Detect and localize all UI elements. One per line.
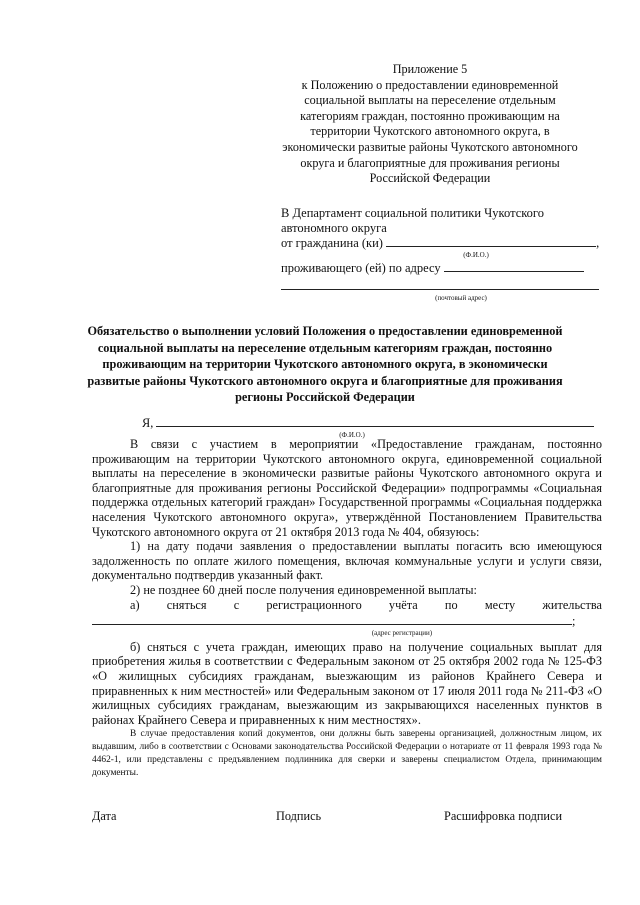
address-field-2[interactable] xyxy=(281,279,599,290)
fio-field[interactable] xyxy=(156,416,594,427)
recipient-line: В Департамент социальной политики Чукотского xyxy=(281,206,544,220)
residing-label: проживающего (ей) по адресу xyxy=(281,261,441,275)
appendix-line: округа и благоприятные для проживания регионы xyxy=(300,155,560,170)
appendix-line: экономически развитые районы Чукотского автономного xyxy=(282,139,578,154)
signature-decode-label: Расшифровка подписи xyxy=(444,809,563,823)
appendix-line: территории Чукотского автономного округа, в xyxy=(310,124,550,139)
signature-label: Подпись xyxy=(276,809,322,823)
fio-hint: (Ф.И.О.) xyxy=(339,430,365,439)
item-2b: б) сняться с учета граждан, имеющих право на получение социальных выплат для приобретения жилья в соответствии с Федеральным законом от 25 октября 2002 года № 125-ФЗ «О жилищных субсидиях гражданам, выезжающим из районов Крайнего Севера и приравненных к ним местностей» или Федеральным законом от 17 июля 2011 года № 211-ФЗ «О жилищных субсидиях гражданам, выезжающим из закрывающихся населенных пунктов в районах Крайнего Севера и приравненных к ним местностях». xyxy=(92,639,602,727)
intro-paragraph: В связи с участием в мероприятии «Предоставление гражданам, постоянно проживающим на территории Чукотского автономного округа, единовременной социальной выплаты на переселение в экономически развитые районы Чукотского автономного округа и благоприятные для проживания регионы Российской Федерации» подпрограммы «Социальная поддержка отдельных категорий граждан» Государственной программы «Социальная поддержка населения Чукотского автономного округа», утверждённой Постановлением Правительства Чукотского автономного округа от 21 октября 2013 года № 404, обязуюсь: xyxy=(92,437,602,539)
registration-hint: (адрес регистрации) xyxy=(371,628,433,637)
recipient-line: автономного округа xyxy=(281,221,387,235)
appendix-line: Приложение 5 xyxy=(392,62,468,76)
item-1: 1) на дату подачи заявления о предоставлении выплаты погасить всю имеющуюся задолженность по оплате жилого помещения, включая коммунальные услуги и услуги связи, документально подтвердив указанный факт. xyxy=(92,539,602,583)
appendix-header xyxy=(270,62,590,187)
appendix-line: Российской Федерации xyxy=(369,171,491,186)
from-comma: , xyxy=(596,236,600,250)
appendix-line: к Положению о предоставлении единовременной xyxy=(301,77,559,92)
item-2a-end: ; xyxy=(572,614,576,629)
appendix-line: социальной выплаты на переселение отдельным xyxy=(304,93,556,108)
fio-row xyxy=(92,416,602,439)
item-2: 2) не позднее 60 дней после получения единовременной выплаты: xyxy=(130,582,477,597)
item-2a: а) сняться с регистрационного учёта по месту жительства xyxy=(130,597,602,612)
postal-hint: (почтовый адрес) xyxy=(435,294,487,302)
address-field[interactable] xyxy=(444,261,584,272)
i-label: Я, xyxy=(142,416,154,430)
note-paragraph: В случае предоставления копий документов, они должны быть заверены организацией, должностным лицом, их выдавшим, либо в соответствии с Основами законодательства Российской Федерации о нотариате от 11 февраля 1993 года № 4462-1, или представлены с предъявлением подлинника для сверки и заверены специалистом Отдела, принимающим документы. xyxy=(92,729,602,779)
document-title: Обязательство о выполнении условий Положения о предоставлении единовременной социальной выплаты на переселение отдельным категориям граждан, постоянно проживающим на территории Чукотского автономного округа, в экономически развитые районы Чукотского автономного округа и благоприятные для проживания регионы Российской Федерации xyxy=(87,324,563,404)
appendix-line: категориям граждан, постоянно проживающим на xyxy=(300,108,560,123)
body-text xyxy=(92,437,602,780)
from-label: от гражданина (ки) xyxy=(281,236,383,250)
date-label: Дата xyxy=(92,809,117,823)
fio-hint: (Ф.И.О.) xyxy=(463,251,489,259)
recipient-block xyxy=(281,206,611,302)
registration-address-field[interactable] xyxy=(92,614,572,625)
fio-field[interactable] xyxy=(386,236,596,247)
